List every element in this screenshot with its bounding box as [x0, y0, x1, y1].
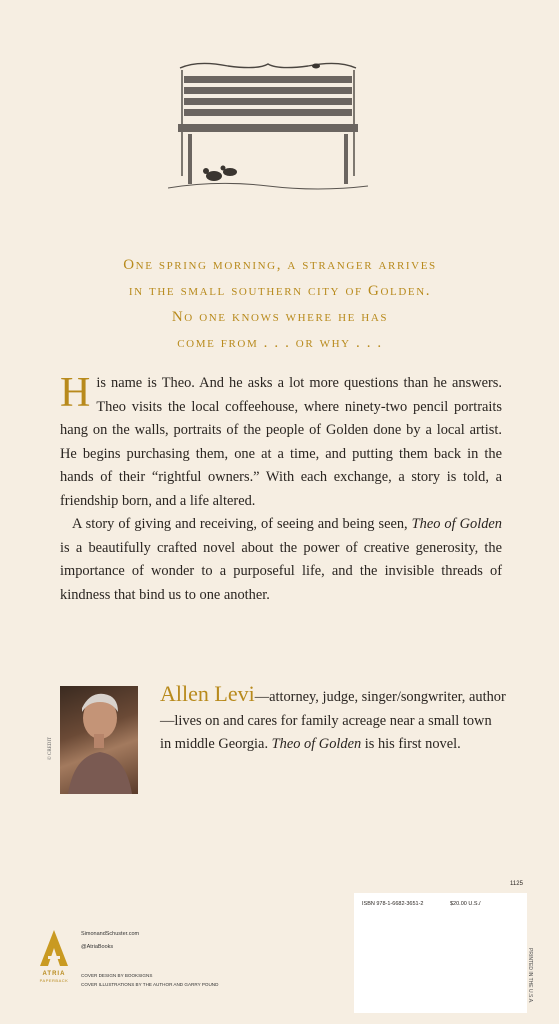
- publisher-imprint: PAPERBACK: [39, 978, 69, 983]
- cover-credits: COVER DESIGN BY BOOKSIGNS COVER ILLUSTRATIONS BY THE AUTHOR AND GARRY POUND: [81, 973, 219, 987]
- description-paragraph-2: A story of giving and receiving, of seeing and being seen, Theo of Golden is a beautifully crafted novel about the power of creative generosity, the importance of wonder to a purposeful life, and the invisible threads of kindness that bind us to one another.: [60, 516, 502, 603]
- tagline: [40, 252, 520, 356]
- price-text: $20.00 U.S./: [450, 901, 481, 907]
- book-title-italic: Theo of Golden: [411, 516, 502, 532]
- bench-illustration: [168, 58, 368, 198]
- book-description: [60, 372, 502, 607]
- photo-credit: © CREDIT: [48, 736, 53, 760]
- author-bio: Allen Levi—attorney, judge, singer/songwriter, author—lives on and cares for family acreage near a small town in middle Georgia. Theo of Golden is his first novel.: [160, 681, 506, 752]
- barcode-box: [354, 893, 527, 1013]
- tagline-line-4: come from . . . or why . . .: [177, 335, 383, 351]
- publisher-links: [81, 928, 139, 954]
- drop-cap: H: [60, 370, 91, 416]
- atria-logo-icon: [36, 928, 72, 968]
- publisher-name: ATRIA: [42, 971, 66, 977]
- publisher-website: SimonandSchuster.com: [81, 931, 140, 937]
- description-paragraph-1: His name is Theo. And he asks a lot more questions than he answers. Theo visits the local coffeehouse, where ninety-two pencil portraits hang on the walls, portraits of the people of Golden done by a local artist. He begins purchasing them, one at a time, and putting them back in the hands of their “rightful owners.” With each exchange, a story is told, a friendship born, and a life altered.: [60, 370, 502, 509]
- author-name: Allen Levi: [160, 681, 255, 706]
- print-code: 1125: [510, 881, 523, 887]
- isbn-text: ISBN 978-1-6682-3651-2: [362, 901, 424, 907]
- tagline-line-1: One spring morning, a stranger arrives: [123, 257, 437, 273]
- publisher-social: @AtriaBooks: [81, 944, 114, 950]
- tagline-line-2: in the small southern city of Golden.: [128, 283, 432, 299]
- side-print-text: PRINTED IN THE U.S.A.: [527, 948, 533, 1004]
- tagline-line-3: No one knows where he has: [171, 309, 389, 325]
- author-portrait-icon: [60, 686, 138, 794]
- author-photo: [60, 686, 138, 794]
